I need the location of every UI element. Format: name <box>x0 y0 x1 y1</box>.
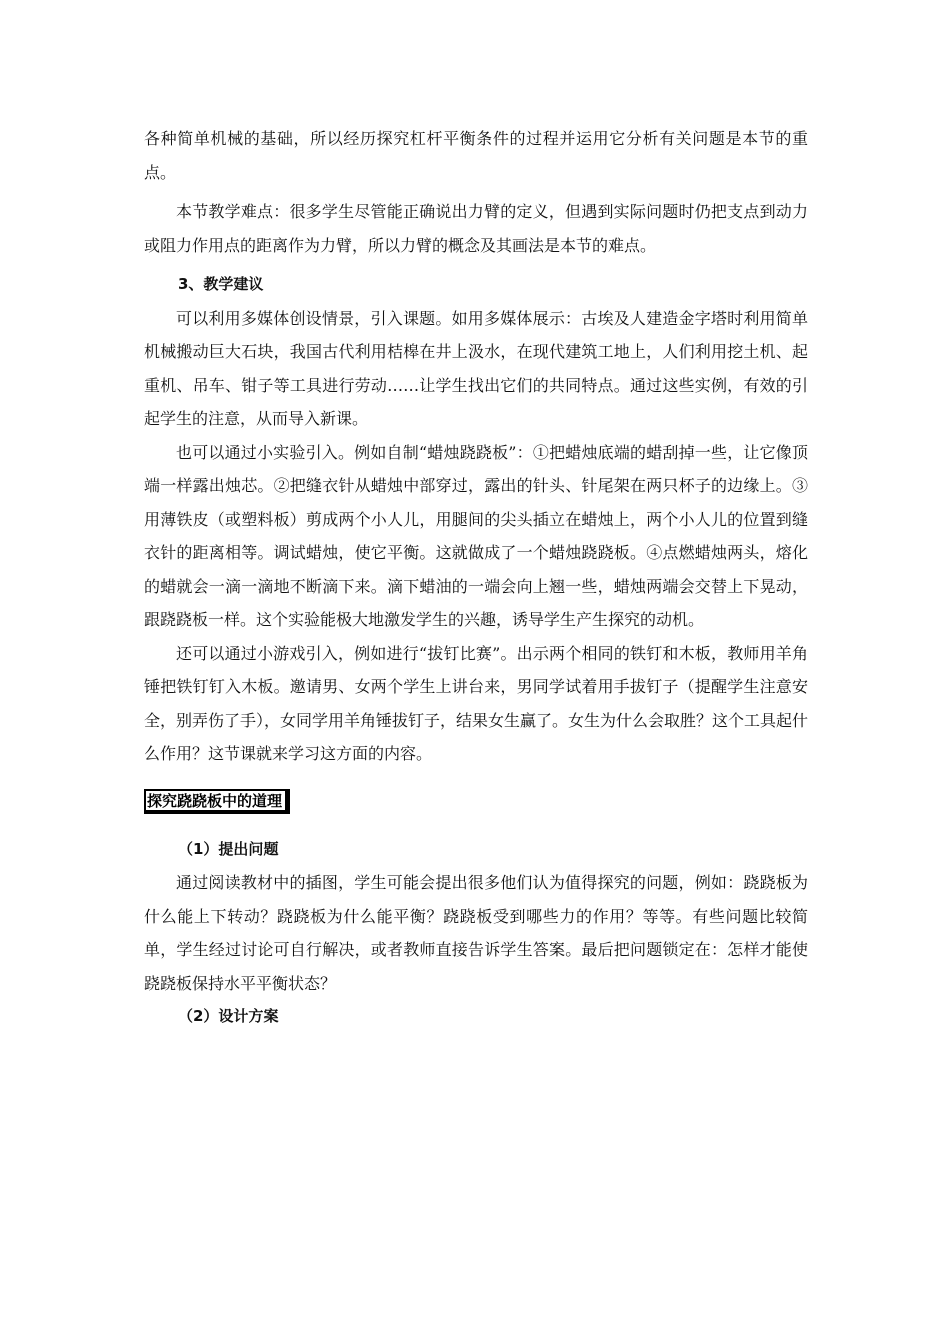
subheading-raise-question: （1）提出问题 <box>178 839 279 858</box>
paragraph-raise-question: 通过阅读教材中的插图，学生可能会提出很多他们认为值得探究的问题，例如：跷跷板为什么能上下转动？跷跷板为什么能平衡？跷跷板受到哪些力的作用？等等。有些问题比较简单，学生经过讨论可自行解决，或者教师直接告诉学生答案。最后把问题锁定在：怎样才能使跷跷板保持水平平衡状态？ <box>144 873 808 993</box>
paragraph-nail-pulling-game: 还可以通过小游戏引入，例如进行“拔钉比赛”。出示两个相同的铁钉和木板，教师用羊角锤把铁钉钉入木板。邀请男、女两个学生上讲台来，男同学试着用手拔钉子（提醒学生注意安全，别弄伤了手），女同学用羊角锤拔钉子，结果女生赢了。女生为什么会取胜？这个工具起什么作用？这节课就来学习这方面的内容。 <box>144 643 809 763</box>
boxed-title-wrapper <box>144 785 808 819</box>
boxed-section-title: 探究跷跷板中的道理 <box>144 789 290 814</box>
document-body <box>144 122 808 1034</box>
paragraph-multimedia-intro: 可以利用多媒体创设情景，引入课题。如用多媒体展示：古埃及人建造金字塔时利用简单机械搬动巨大石块，我国古代利用桔槔在井上汲水，在现代建筑工地上，人们利用挖土机、起重机、吊车、钳子等工具进行劳动……让学生找出它们的共同特点。通过这些实例，有效的引起学生的注意，从而导入新课。 <box>144 308 808 428</box>
paragraph-candle-seesaw-experiment: 也可以通过小实验引入。例如自制“蜡烛跷跷板”：①把蜡烛底端的蜡刮掉一些，让它像顶端一样露出烛芯。②把缝衣针从蜡烛中部穿过，露出的针头、针尾架在两只杯子的边缘上。③用薄铁皮（或塑料板）剪成两个小人儿，用腿间的尖头插立在蜡烛上，两个小人儿的位置到缝衣针的距离相等。调试蜡烛，使它平衡。这就做成了一个蜡烛跷跷板。④点燃蜡烛两头，熔化的蜡就会一滴一滴地不断滴下来。滴下蜡油的一端会向上翘一些，蜡烛两端会交替上下晃动，跟跷跷板一样。这个实验能极大地激发学生的兴趣，诱导学生产生探究的动机。 <box>144 442 808 629</box>
section-heading-teaching-suggestions: 3、教学建议 <box>178 275 264 293</box>
spacer <box>144 771 808 785</box>
paragraph-teaching-difficulty: 本节教学难点：很多学生尽管能正确说出力臂的定义，但遇到实际问题时仍把支点到动力或阻力作用点的距离作为力臂，所以力臂的概念及其画法是本节的难点。 <box>144 202 808 255</box>
spacer <box>144 819 808 833</box>
subheading-design-plan: （2）设计方案 <box>178 1007 279 1025</box>
paragraph-key-point-continued: 各种简单机械的基础，所以经历探究杠杆平衡条件的过程并运用它分析有关问题是本节的重点。 <box>144 129 808 182</box>
